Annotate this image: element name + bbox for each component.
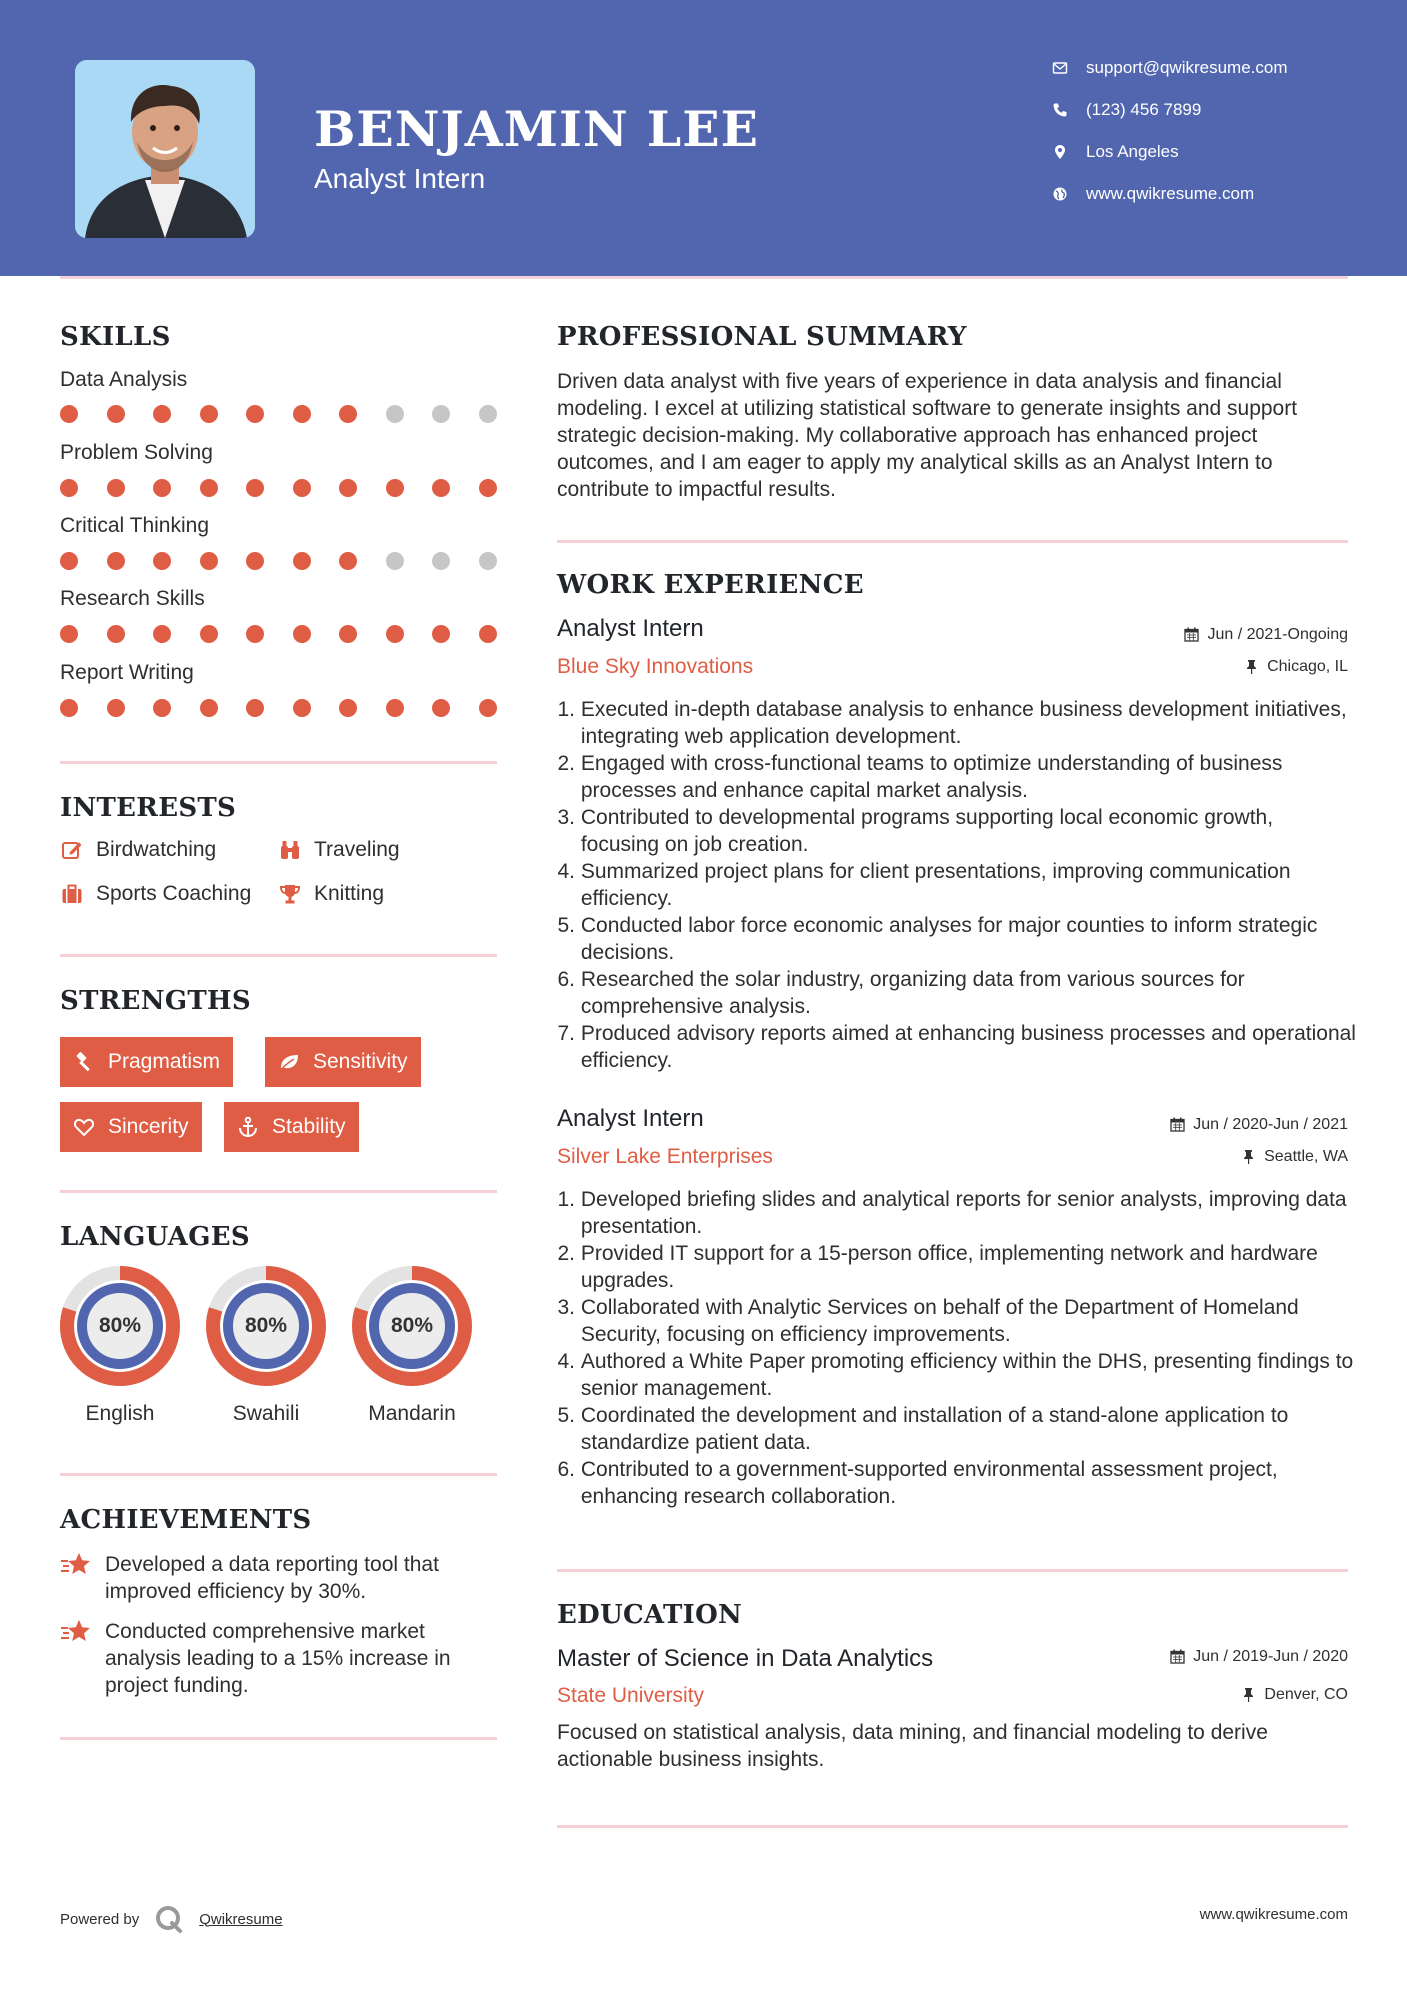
skill-dot-filled [60, 625, 78, 643]
contact-email[interactable] [1050, 58, 1288, 78]
job-location-text: Seattle, WA [1264, 1148, 1348, 1165]
skill-dot-filled [200, 479, 218, 497]
skill-dot-filled [153, 699, 171, 717]
skill-dot-filled [432, 479, 450, 497]
envelope-icon [1050, 58, 1070, 78]
job-title: Analyst Intern [557, 1105, 704, 1132]
interest-item [60, 882, 251, 906]
skill-dot-filled [339, 405, 357, 423]
bullet-number: 3. [557, 1296, 575, 1319]
skill-dot-filled [246, 552, 264, 570]
skill-dot-empty [386, 405, 404, 423]
phone-icon [1050, 100, 1070, 120]
interest-item [278, 882, 384, 906]
language-name: Mandarin [368, 1402, 456, 1425]
bullet-text: Collaborated with Analytic Services on behalf of the Department of Homeland Security, focusing on efficiency improvements. [580, 1296, 1299, 1346]
section-divider [557, 540, 1348, 543]
bullet-text: Conducted labor force economic analyses for major counties to inform strategic decisions. [580, 914, 1318, 964]
skill-dot-filled [107, 552, 125, 570]
header-banner [0, 0, 1407, 276]
powered-by-label: Powered by [60, 1910, 140, 1928]
skill-dot-empty [432, 405, 450, 423]
skill-dot-filled [293, 552, 311, 570]
skill-rating [60, 552, 525, 570]
education-description: Focused on statistical analysis, data mining, and financial modeling to derive actionable business insights. [557, 1721, 1268, 1771]
contact-email-text: support@qwikresume.com [1086, 58, 1288, 77]
skill-dot-filled [200, 699, 218, 717]
contact-location-text: Los Angeles [1086, 142, 1179, 161]
skill-dot-filled [153, 552, 171, 570]
language-ring [205, 1265, 327, 1387]
skill-rating [60, 625, 525, 643]
degree-title: Master of Science in Data Analytics [557, 1645, 934, 1672]
bullet-text: Engaged with cross-functional teams to optimize understanding of business processes and enhance capital market analysis. [580, 752, 1283, 802]
bullet-text: Provided IT support for a 15-person office, implementing network and hardware upgrades. [580, 1242, 1318, 1292]
achievement-item [60, 1618, 500, 1699]
skill-dot-filled [293, 699, 311, 717]
skill-dot-filled [432, 625, 450, 643]
job-bullet [557, 1456, 1357, 1510]
strength-tag [224, 1102, 359, 1152]
skill-dot-filled [339, 625, 357, 643]
languages-title: LANGUAGES [60, 1222, 250, 1252]
skill-dot-filled [60, 552, 78, 570]
contact-phone-text: (123) 456 7899 [1086, 100, 1202, 119]
language-ring [59, 1265, 181, 1387]
section-divider [557, 1569, 1348, 1572]
skill-dot-filled [200, 552, 218, 570]
skill-dot-filled [107, 479, 125, 497]
candidate-role: Analyst Intern [314, 163, 486, 194]
bullet-text: Produced advisory reports aimed at enhancing business processes and operational efficiency. [580, 1022, 1356, 1072]
job-dates-text: Jun / 2021-Ongoing [1207, 626, 1348, 643]
footer-url[interactable]: www.qwikresume.com [1199, 1906, 1348, 1923]
skill-name: Data Analysis [60, 368, 188, 391]
strength-label: Sensitivity [313, 1050, 408, 1073]
job-bullets [557, 696, 1357, 1074]
leaf-icon [277, 1050, 301, 1074]
binoculars-icon [278, 838, 302, 862]
bullet-text: Contributed to developmental programs supporting local economic growth, focusing on job creation. [580, 806, 1274, 856]
achievement-text: Developed a data reporting tool that improved efficiency by 30%. [105, 1553, 439, 1603]
skill-dot-filled [60, 479, 78, 497]
job-bullet [557, 966, 1357, 1020]
skill-dot-filled [107, 699, 125, 717]
strength-label: Sincerity [108, 1115, 189, 1138]
strength-label: Pragmatism [108, 1050, 221, 1073]
company-name: Blue Sky Innovations [557, 655, 754, 678]
job-bullet [557, 750, 1357, 804]
bullet-number: 2. [557, 1242, 575, 1265]
skill-dot-filled [246, 479, 264, 497]
language-name: Swahili [232, 1402, 300, 1425]
skill-dot-filled [293, 405, 311, 423]
strength-label: Stability [272, 1115, 346, 1138]
star-icon [60, 1551, 92, 1579]
skill-name: Report Writing [60, 661, 194, 684]
education-location-text: Denver, CO [1264, 1686, 1348, 1703]
interest-label: Traveling [314, 838, 400, 861]
bullet-text: Executed in-depth database analysis to enhance business development initiatives, integrating web application development. [580, 698, 1347, 748]
person-silhouette-icon [75, 60, 255, 238]
skill-dot-filled [293, 479, 311, 497]
calendar-icon [1170, 1649, 1186, 1665]
job-bullet [557, 1020, 1357, 1074]
skill-dot-filled [386, 479, 404, 497]
gavel-icon [72, 1050, 96, 1074]
summary-title: PROFESSIONAL SUMMARY [557, 322, 967, 352]
globe-icon [1050, 184, 1070, 204]
skill-rating [60, 699, 525, 717]
pushpin-icon [1241, 1687, 1257, 1703]
skill-name: Research Skills [60, 587, 205, 610]
job-dates [1170, 1116, 1348, 1134]
strength-tag [60, 1037, 233, 1087]
heart-icon [72, 1115, 96, 1139]
language-percent: 80% [244, 1314, 288, 1337]
section-divider [60, 1737, 497, 1740]
skill-dot-filled [200, 625, 218, 643]
contact-location [1050, 142, 1179, 162]
job-dates [1184, 626, 1348, 644]
skill-rating [60, 405, 525, 423]
language-ring [351, 1265, 473, 1387]
interest-item [60, 838, 216, 862]
job-bullet [557, 804, 1357, 858]
bullet-text: Developed briefing slides and analytical reports for senior analysts, improving data presentation. [580, 1188, 1347, 1238]
bullet-number: 3. [557, 806, 575, 829]
briefcase-icon [60, 882, 84, 906]
skill-dot-empty [479, 405, 497, 423]
job-bullets [557, 1186, 1357, 1510]
profile-photo [75, 60, 255, 238]
interest-label: Birdwatching [96, 838, 217, 861]
bullet-number: 5. [557, 1404, 575, 1427]
bullet-number: 4. [557, 860, 575, 883]
job-bullet [557, 1348, 1357, 1402]
job-bullet [557, 1186, 1357, 1240]
skill-dot-filled [60, 699, 78, 717]
school-name: State University [557, 1684, 705, 1707]
language-percent: 80% [98, 1314, 142, 1337]
job-bullet [557, 1402, 1357, 1456]
experience-title: WORK EXPERIENCE [557, 570, 864, 600]
contact-phone[interactable] [1050, 100, 1201, 120]
section-divider [60, 1190, 497, 1193]
company-name: Silver Lake Enterprises [557, 1145, 773, 1168]
contact-website[interactable] [1050, 184, 1254, 204]
bullet-number: 6. [557, 968, 575, 991]
job-bullet [557, 1240, 1357, 1294]
bullet-number: 5. [557, 914, 575, 937]
strengths-title: STRENGTHS [60, 986, 251, 1016]
skill-rating [60, 479, 525, 497]
skill-dot-filled [107, 625, 125, 643]
skill-name: Critical Thinking [60, 514, 209, 537]
language-percent: 80% [390, 1314, 434, 1337]
skill-dot-filled [339, 699, 357, 717]
calendar-icon [1170, 1117, 1186, 1133]
powered-by [60, 1903, 283, 1935]
summary-text: Driven data analyst with five years of experience in data analysis and financial modeling. I excel at utilizing statistical software to generate insights and support strategic decision-making. My collaborative approach has enhanced project outcomes, and I am eager to apply my analytical skills as an Analyst Intern to contribute to impactful results. [557, 370, 1298, 501]
interests-title: INTERESTS [60, 793, 237, 823]
contact-website-text: www.qwikresume.com [1086, 184, 1255, 203]
header-divider [60, 276, 1348, 279]
language-name: English [85, 1402, 155, 1425]
interest-label: Sports Coaching [96, 882, 252, 905]
job-title: Analyst Intern [557, 615, 704, 642]
bullet-number: 1. [557, 698, 575, 721]
job-dates-text: Jun / 2020-Jun / 2021 [1193, 1116, 1348, 1133]
section-divider [60, 954, 497, 957]
achievements-title: ACHIEVEMENTS [60, 1505, 312, 1535]
skill-dot-filled [246, 699, 264, 717]
job-location [1244, 658, 1348, 676]
education-dates [1170, 1648, 1348, 1666]
qwikresume-logo-icon [153, 1903, 185, 1935]
skill-dot-filled [479, 625, 497, 643]
bullet-number: 4. [557, 1350, 575, 1373]
brand-link[interactable]: Qwikresume [199, 1910, 283, 1928]
bullet-text: Summarized project plans for client presentations, improving communication efficiency. [580, 860, 1291, 910]
strength-tag [265, 1037, 421, 1087]
skill-dot-filled [107, 405, 125, 423]
interest-item [278, 838, 400, 862]
skill-dot-empty [432, 552, 450, 570]
skill-dot-filled [153, 625, 171, 643]
skill-dot-filled [339, 552, 357, 570]
skills-title: SKILLS [60, 322, 171, 352]
bullet-number: 2. [557, 752, 575, 775]
job-bullet [557, 912, 1357, 966]
skill-dot-filled [386, 699, 404, 717]
skill-dot-filled [479, 699, 497, 717]
bullet-text: Researched the solar industry, organizing data from various sources for comprehensive analysis. [580, 968, 1245, 1018]
job-bullet [557, 696, 1357, 750]
achievement-text: Conducted comprehensive market analysis leading to a 15% increase in project funding. [105, 1620, 451, 1697]
anchor-icon [236, 1115, 260, 1139]
skill-dot-filled [293, 625, 311, 643]
skill-dot-filled [479, 479, 497, 497]
bullet-number: 6. [557, 1458, 575, 1481]
skill-dot-filled [386, 625, 404, 643]
skill-dot-empty [479, 552, 497, 570]
pushpin-icon [1244, 659, 1260, 675]
calendar-icon [1184, 627, 1200, 643]
skill-dot-empty [386, 552, 404, 570]
pushpin-icon [1241, 1149, 1257, 1165]
section-divider [60, 761, 497, 764]
job-location-text: Chicago, IL [1267, 658, 1348, 675]
skill-dot-filled [246, 405, 264, 423]
bullet-text: Authored a White Paper promoting efficiency within the DHS, presenting findings to senior management. [580, 1350, 1354, 1400]
bullet-text: Contributed to a government-supported environmental assessment project, enhancing research collaboration. [580, 1458, 1278, 1508]
skill-dot-filled [200, 405, 218, 423]
map-marker-icon [1050, 142, 1070, 162]
skill-dot-filled [153, 479, 171, 497]
trophy-icon [278, 882, 302, 906]
education-dates-text: Jun / 2019-Jun / 2020 [1193, 1648, 1348, 1665]
skill-dot-filled [60, 405, 78, 423]
bullet-text: Coordinated the development and installation of a stand-alone application to standardize patient data. [580, 1404, 1289, 1454]
skill-dot-filled [153, 405, 171, 423]
job-bullet [557, 858, 1357, 912]
skill-dot-filled [432, 699, 450, 717]
strength-tag [60, 1102, 202, 1152]
education-title: EDUCATION [557, 1600, 743, 1630]
candidate-name: BENJAMIN LEE [314, 100, 759, 158]
edit-icon [60, 838, 84, 862]
skill-name: Problem Solving [60, 441, 213, 464]
bullet-number: 7. [557, 1022, 575, 1045]
star-icon [60, 1618, 92, 1646]
bullet-number: 1. [557, 1188, 575, 1211]
interest-label: Knitting [314, 882, 385, 905]
skill-dot-filled [339, 479, 357, 497]
job-location [1241, 1148, 1348, 1166]
education-location [1241, 1686, 1348, 1704]
section-divider [557, 1825, 1348, 1828]
achievement-item [60, 1551, 500, 1605]
skill-dot-filled [246, 625, 264, 643]
section-divider [60, 1473, 497, 1476]
job-bullet [557, 1294, 1357, 1348]
